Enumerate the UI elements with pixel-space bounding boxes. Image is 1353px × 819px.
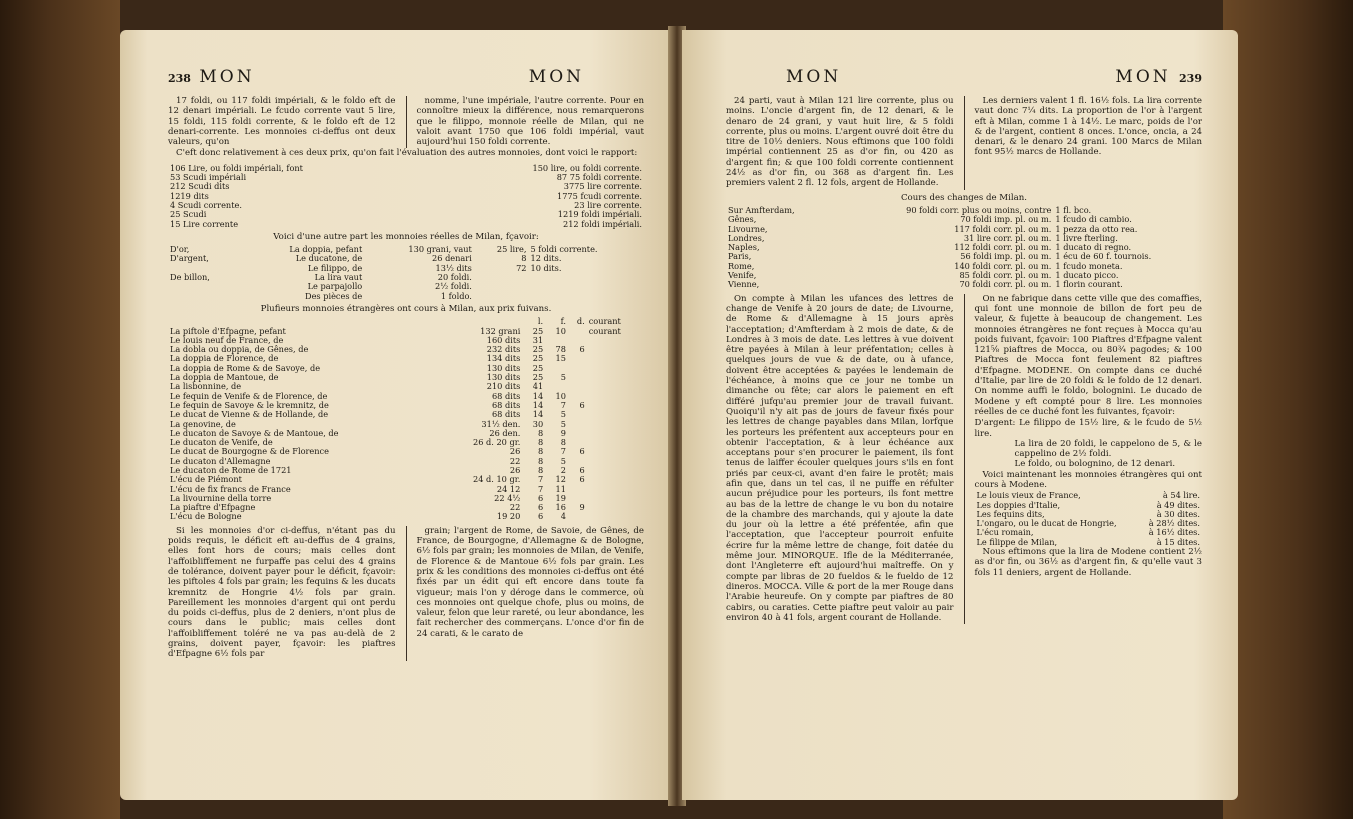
- etrangeres-row-cell: La piaftre d'Efpagne: [170, 503, 256, 513]
- etrangeres-row-cell: [587, 485, 644, 494]
- etrangeres-row-cell: 25: [532, 344, 544, 355]
- intro-col2: nomme, l'une impériale, l'autre corrente. Pour en connoître mieux la différence, nous remarquerons que le filippo, monnoie réelle de Milan, qui ne valoit avant 1750 que 106 foldi impérial, vaut aujourd'hui 150 foldi corrente.: [416, 96, 644, 148]
- reelles-row-cell: 20 foldi.: [437, 272, 472, 283]
- modene-row-cell: Les fequins dits,: [976, 509, 1045, 519]
- etrangeres-row: [168, 354, 644, 363]
- etrangeres-row-cell: [587, 354, 644, 363]
- reelles-row-cell: 2½ foldi.: [435, 281, 472, 292]
- etrangeres-row-cell: 41: [532, 381, 544, 392]
- etrangeres-row-cell: 19 20: [496, 511, 521, 522]
- changes-row-cell: 31 lire corr. pl. ou m.: [963, 232, 1052, 243]
- changes-title: Cours des changes de Milan.: [900, 192, 1027, 203]
- etrangeres-row: [168, 364, 644, 373]
- etrangeres-row: [168, 336, 644, 345]
- bottom-col2-left: grain; l'argent de Rome, de Savoie, de Gênes, de France, de Bourgogne, d'Allemagne & de Bologne, 6½ fols par grain; les monnoies de Milan, de Venife, de Florence & de Mantoue 6½ fols par grain. Les prix & les conditions des monnoies ci-deffus ont été fixés par un édit qui eft encore dans toute fa vigueur; mais l'on y déroge dans le commerce, où ces monnoies ont quelque chofe, plus ou moins, de valeur, felon que leur rareté, ou leur abondance, les fait rechercher des commerçans. L'once d'or fin de 24 carati, & le carato de: [416, 525, 644, 639]
- etrangeres-row-cell: [568, 382, 587, 391]
- etrangeres-row-cell: 6: [537, 511, 544, 522]
- modene-row-cell: à 49 dites.: [1156, 499, 1200, 510]
- left-head-word-2: MON: [528, 67, 584, 87]
- etrangeres-row-cell: 130 dits: [486, 362, 521, 373]
- etrangeres-row-cell: 26 den.: [489, 427, 521, 438]
- reelles-row-cell: Le parpajollo: [307, 281, 363, 292]
- rapport-row-cell: 150 lire, ou foldi corrente.: [532, 162, 642, 173]
- rapport-row-cell: 23 lire corrente.: [574, 199, 642, 210]
- rapport-row-cell: 3775 lire corrente.: [563, 181, 642, 192]
- etrangeres-row-cell: 130 dits: [486, 372, 521, 383]
- changes-row-cell: 1 pezza da otto rea.: [1055, 223, 1138, 234]
- right-page: [682, 30, 1238, 800]
- modene-row-cell: Le filippe de Milan,: [976, 537, 1058, 547]
- etrangeres-row-cell: 8: [537, 446, 544, 457]
- etrangeres-row: [168, 429, 644, 438]
- etrangeres-row-cell: [587, 475, 644, 484]
- dargent-line: Le foldo, ou bolognino, de 12 denari.: [1014, 459, 1176, 470]
- rapport-row-cell: 1775 fcudi corrente.: [557, 190, 642, 201]
- reelles-row-cell: 12 dits.: [530, 253, 562, 264]
- etrangeres-row: [168, 457, 644, 466]
- changes-row-cell: 1 fcudo di cambio.: [1055, 214, 1132, 225]
- etrangeres-row: [168, 382, 644, 391]
- reelles-row-cell: 1 foldo.: [440, 290, 472, 301]
- etrangeres-row: [168, 410, 644, 419]
- etrangeres-row-cell: 6: [537, 502, 544, 513]
- etrangeres-row-cell: La livournine della torre: [170, 493, 272, 503]
- etrangeres-row-cell: Le ducat de Vienne & de Hollande, de: [170, 410, 329, 420]
- reelles-row-cell: 72: [516, 262, 527, 273]
- changes-row-cell: 117 foldi corr. pl. ou m.: [954, 223, 1052, 234]
- etrangeres-row-cell: [587, 336, 644, 345]
- etrangeres-row-cell: [568, 364, 587, 373]
- etrangeres-row-cell: [568, 512, 587, 521]
- etrangeres-row-cell: 7: [560, 399, 566, 410]
- modene-row-cell: L'écu romain,: [976, 528, 1034, 538]
- etrangeres-row-cell: Le ducaton de Savoye & de Mantoue, de: [170, 428, 339, 438]
- reelles-row-cell: La doppia, pefant: [289, 244, 363, 255]
- etrangeres-row: [168, 438, 644, 447]
- etrangeres-row-cell: 12: [555, 474, 566, 485]
- changes-row-cell: Venife,: [728, 271, 757, 281]
- book-edge-right: [1223, 0, 1353, 819]
- etrangeres-row-cell: f.: [560, 316, 566, 327]
- reelles-row: [168, 273, 644, 282]
- etrangeres-row-cell: [587, 373, 644, 382]
- etrangeres-row-cell: 8: [537, 427, 544, 438]
- etrangeres-row-cell: [568, 354, 587, 363]
- changes-row-cell: 1 ducato di regno.: [1055, 242, 1132, 253]
- etrangeres-row-cell: La doppia de Rome & de Savoye, de: [170, 363, 321, 373]
- left-head-word-1: MON: [199, 67, 255, 87]
- etrangeres-row-cell: 30: [532, 418, 544, 429]
- etrangeres-row-cell: 22: [509, 455, 521, 466]
- reelles-row: [168, 292, 644, 301]
- reelles-row-cell: [474, 282, 529, 291]
- changes-row-cell: Vienne,: [728, 280, 760, 290]
- reelles-row-cell: D'or,: [170, 245, 190, 255]
- etrangeres-row-cell: 31: [532, 334, 544, 345]
- right-page-number: 239: [1179, 72, 1202, 85]
- changes-row-cell: Gênes,: [728, 215, 757, 225]
- etrangeres-row: [168, 317, 644, 326]
- etrangeres-row-cell: 14: [532, 399, 544, 410]
- reelles-row-cell: 5 foldi corrente.: [530, 244, 598, 255]
- reelles-row-cell: Des pièces de: [305, 290, 363, 301]
- etrangeres-row-cell: [587, 420, 644, 429]
- reelles-row-cell: [528, 282, 644, 291]
- changes-row-cell: Rome,: [728, 261, 755, 271]
- etrangeres-row-cell: [587, 392, 644, 401]
- modene-row-cell: Les doppies d'Italie,: [976, 500, 1061, 510]
- rapport-row-cell: 87 75 foldi corrente.: [556, 172, 642, 183]
- etrangeres-row-cell: 24 12: [496, 483, 521, 494]
- reelles-row-cell: Le ducatone, de: [295, 253, 363, 264]
- etrangeres-row-cell: 31½ den.: [481, 418, 521, 429]
- etrangeres-row-cell: [568, 429, 587, 438]
- dargent-line: D'argent: Le filippo de 15½ lire, & le fcudo de 5½ lire.: [974, 418, 1202, 439]
- changes-row: [726, 280, 1202, 289]
- modene-row-cell: à 30 dites.: [1156, 508, 1200, 519]
- etrangeres-row: [168, 512, 644, 521]
- etrangeres-row-cell: [587, 438, 644, 447]
- rapport-row-cell: 4 Scudi corrente.: [170, 200, 242, 210]
- rapport-row-cell: 1219 foldi impériali.: [557, 209, 642, 220]
- etrangeres-row-cell: L'écu de Piémont: [170, 475, 242, 485]
- etrangeres-row-cell: 6: [537, 492, 544, 503]
- right-top-col1: 24 parti, vaut à Milan 121 lire corrente, plus ou moins. L'oncie d'argent fin, de 12 denari, & le denaro de 24 grani, y vaut huit lire, & 5 foldi corrente, plus ou moins. L'argent ouvré doit être du titre de 10½ deniers. Nous eftimons que 100 foldi impérial contiennent 25 as d'or fin, ou 420 as d'argent fin; & que 100 foldi corrente contiennent 24½ as d'or fin, ou 368 as d'argent fin. Les premiers valent 2 fl. 12 fols, argent de Hollande.: [726, 96, 954, 189]
- rapport-row: [168, 220, 644, 229]
- etrangeres-row-cell: 14: [532, 409, 544, 420]
- reelles-row-cell: 26 denari: [432, 253, 472, 264]
- right-bottom-col1: On compte à Milan les ufances des lettres de change de Venife à 20 jours de date; de Livourne, de Rome & d'Allemagne à 15 jours après l'acceptation; d'Amfterdam à 2 mois de date, & de Londres à 3 mois de date. Les lettres à vue doivent être payées à Milan à leur préfentation; celles à quelques jours de vue & de date, ou à ufance, doivent être acceptées & payées le lendemain de l'échéance, à moins que ce jour ne tombe un dimanche ou fête; car alors le paiement en eft différé jufqu'au premier jour de travail fuivant. Quoiqu'il n'y ait pas de jours de faveur fixés pour les lettres de change payables dans Milan, lorfque les porteurs les préfentent aux accepteurs pour en obtenir l'acceptation, & à leur échéance aux acceptans pour s'en procurer le paiement, ils font tenus de laiffer écouler quelques jours s'ils en font priés par ceux-ci, avant d'en faire le protêt; mais afin que, dans un tel cas, il ne puiffe en réfulter aucun préjudice pour les porteurs, ils font mettre au bas de la lettre de change le vu bon du notaire de la chambre des marchands, qui y ajoute la date du jour où la lettre a été préfentée, afin que l'acceptation, que l'accepteur pourroit enfuite écrire fur la même lettre de change, foit datée du même jour. MINORQUE. Ifle de la Méditerranée, dont l'Angleterre eft aujourd'hui maîtreffe. On y compte par libras de 20 fueldos & le fueldo de 12 dineros. MOCCA. Ville & port de la mer Rouge dans l'Arabie heureufe. On y compte par piaftres de 80 cabirs, ou caraties. Cette piaftre peut valoir au pair environ 40 à 41 fols, argent courant de Hollande.: [726, 293, 954, 623]
- etrangeres-row-cell: 2: [560, 464, 566, 475]
- etrangeres-row-cell: 19: [555, 492, 566, 503]
- changes-row-cell: 70 foldi corr. pl. ou m.: [959, 279, 1052, 290]
- etrangeres-row-cell: 7: [537, 483, 544, 494]
- etrangeres-row-cell: 4: [560, 511, 566, 522]
- etrangeres-row-cell: 8: [560, 437, 566, 448]
- etrangeres-row-cell: [587, 345, 644, 354]
- reelles-row-cell: Le filippo, de: [307, 262, 363, 273]
- rapport-row-cell: 212 Scudi dits: [170, 182, 230, 192]
- right-top-col2: Les derniers valent 1 fl. 16½ fols. La lira corrente vaut donc 7¼ dits. La proportion de l'or à l'argent eft à Milan, comme 1 à 14½. Le marc, poids de l'or & de l'argent, contient 8 onces. L'once, oncia, a 24 denari, & le denaro 24 grani. 100 Marcs de Milan font 95½ marcs de Hollande.: [974, 96, 1202, 158]
- para-rapport: C'eft donc relativement à ces deux prix, qu'on fait l'évaluation des autres monnoies, dont voici le rapport:: [176, 148, 638, 159]
- etrangeres-row-cell: La lisbonnine, de: [170, 382, 242, 392]
- reelles-row-cell: 10 dits.: [530, 262, 562, 273]
- changes-row-cell: Paris,: [728, 252, 752, 262]
- changes-row-cell: Livourne,: [728, 224, 768, 234]
- reelles-row-cell: 25 lire,: [496, 244, 527, 255]
- etrangeres-row-cell: 6: [579, 474, 585, 485]
- changes-row-cell: 85 foldi corr. pl. ou m.: [959, 270, 1052, 281]
- etrangeres-row-cell: 68 dits: [491, 399, 521, 410]
- etrangeres-row-cell: [568, 373, 587, 382]
- reelles-row: [168, 254, 644, 263]
- intro-col1: 17 foldi, ou 117 foldi impériali, & le foldo eft de 12 denari impériali. Le fcudo corrente vaut 5 lire, 15 foldi, 115 foldi corrente, & le foldo eft de 12 denari-corrente. Les monnoies ci-deffus ont deux valeurs, qu'on: [168, 96, 396, 148]
- etrangeres-row: [168, 475, 644, 484]
- etrangeres-row: [168, 373, 644, 382]
- etrangeres-row-cell: 8: [537, 437, 544, 448]
- etrangeres-row-cell: L'écu de Bologne: [170, 512, 242, 522]
- etrangeres-row-cell: Le ducaton de Rome de 1721: [170, 465, 292, 475]
- etrangeres-row: [168, 345, 644, 354]
- rapport-row-cell: 212 foldi impériali.: [563, 218, 642, 229]
- etrangeres-row: [168, 447, 644, 456]
- etrangeres-row-cell: La doppia de Mantoue, de: [170, 373, 279, 383]
- rapport-row-cell: 53 Scudi impériali: [170, 173, 247, 183]
- right-head-word-1: MON: [786, 67, 842, 87]
- etrangeres-row: [168, 485, 644, 494]
- etrangeres-row-cell: [587, 494, 644, 503]
- etrangeres-row-cell: Le ducaton de Venife, de: [170, 438, 273, 448]
- etrangeres-row-cell: 5: [560, 409, 566, 420]
- etrangeres-row-cell: [587, 466, 644, 475]
- etrangeres-row-cell: [568, 485, 587, 494]
- reelles-intro: Voici d'une autre part les monnoies réelles de Milan, fçavoir:: [273, 231, 539, 242]
- etrangeres-row: [168, 327, 644, 336]
- etrangeres-row-cell: La doppia de Florence, de: [170, 354, 279, 364]
- etrangeres-row-cell: 11: [555, 483, 566, 494]
- etrangeres-row-cell: 24 d. 10 gr.: [472, 474, 521, 485]
- etrangeres-row-cell: 78: [555, 344, 566, 355]
- etrangeres-row-cell: 10: [555, 325, 566, 336]
- etrangeres-row-cell: 6: [579, 464, 585, 475]
- reelles-row-cell: D'argent,: [170, 254, 209, 264]
- etrangeres-row: [168, 466, 644, 475]
- etrangeres-row-cell: 6: [579, 399, 585, 410]
- etrangeres-row: [168, 392, 644, 401]
- etrangeres-table: [168, 317, 644, 522]
- etrangeres-row-cell: [568, 410, 587, 419]
- etrangeres-row-cell: 26: [509, 446, 521, 457]
- right-bottom-col2-a: On ne fabrique dans cette ville que des comaffies, qui font une monnoie de billon de fort peu de valeur, & fujette à beaucoup de changement. Les monnoies étrangères ne font reçues à Mocca qu'au poids fuivant, fçavoir: 100 Piaftres d'Efpagne valent 121⅝ piaftres de Mocca, ou 80¾ pagodes; & 100 Piaftres de Mocca font feulement 82 piaftres d'Efpagne. MODENE. On compte dans ce duché d'Italie, par lire de 20 foldi & le foldo de 12 denari. On nomme auffi le foldo, bolognini. Le ducado de Modene y eft compté pour 8 lire. Les monnoies réelles de ce duché font les fuivantes, fçavoir:: [974, 293, 1202, 417]
- modene-intro: Voici maintenant les monnoies étrangères qui ont cours à Modene.: [974, 469, 1202, 490]
- changes-row-cell: 1 fl. bco.: [1055, 204, 1092, 215]
- etrangeres-row-cell: 5: [560, 372, 566, 383]
- etrangeres-row-cell: La piftole d'Efpagne, pefant: [170, 326, 286, 336]
- etrangeres-row-cell: 8: [537, 464, 544, 475]
- reelles-row: [168, 282, 644, 291]
- etrangeres-row-cell: [587, 503, 644, 512]
- etrangeres-row-cell: Le ducat de Bourgogne & de Florence: [170, 447, 329, 457]
- rapport-row-cell: 25 Scudi: [170, 210, 207, 220]
- reelles-row: [168, 245, 644, 254]
- etrangeres-row-cell: 26: [509, 464, 521, 475]
- modene-row-cell: à 28½ dites.: [1148, 518, 1200, 529]
- left-running-head: [168, 67, 644, 92]
- etrangeres-row-cell: Le ducaton d'Allemagne: [170, 456, 271, 466]
- etrangeres-row-cell: 26 d. 20 gr.: [472, 437, 521, 448]
- etrangeres-row-cell: 6: [579, 344, 585, 355]
- etrangeres-row-cell: La dobla ou doppia, de Gênes, de: [170, 345, 309, 355]
- etrangeres-row-cell: 232 dits: [486, 344, 521, 355]
- etrangeres-row-cell: Le fequin de Venife & de Florence, de: [170, 391, 328, 401]
- reelles-row-cell: 8: [521, 253, 527, 264]
- etrangeres-row-cell: 210 dits: [486, 381, 521, 392]
- etrangeres-row-cell: [587, 410, 644, 419]
- etrangeres-row: [168, 494, 644, 503]
- etrangeres-row-cell: 14: [532, 390, 544, 401]
- etrangeres-row-cell: Le louis neuf de France, de: [170, 335, 284, 345]
- etrangeres-row-cell: 68 dits: [491, 390, 521, 401]
- etrangeres-row-cell: 22: [509, 502, 521, 513]
- changes-row-cell: 1 livre fterling.: [1055, 232, 1118, 243]
- right-bottom-col2-b: Nous eftimons que la lira de Modene contient 2½ as d'or fin, ou 36½ as d'argent fin, & qu'elle vaut 3 fols 11 deniers, argent de Hollande.: [974, 547, 1202, 578]
- modene-row-cell: à 16½ dites.: [1148, 527, 1200, 538]
- reelles-row-cell: La lira vaut: [314, 272, 363, 283]
- rapport-row-cell: 106 Lire, ou foldi impériali, font: [170, 163, 303, 173]
- changes-table: [726, 206, 1202, 290]
- etrangeres-row-cell: La genovine, de: [170, 419, 236, 429]
- changes-row-cell: Londres,: [728, 233, 765, 243]
- etrangeres-row-cell: 25: [532, 372, 544, 383]
- reelles-row-cell: [528, 273, 644, 282]
- changes-row-cell: 112 foldi corr. pl. ou m.: [954, 242, 1052, 253]
- bottom-col1-left: Si les monnoies d'or ci-deffus, n'étant pas du poids requis, le déficit eft au-deffus de 4 grains, elles font hors de cours; mais celles dont l'affoibliffement ne furpaffe pas celui des 4 grains de tolérance, doivent payer pour le déficit, fçavoir: les piftoles 4 fols par grain; les fequins & les ducats kremnitz de Hongrie 4½ fols par grain. Pareillement les monnoies d'argent qui ont perdu du poids ci-deffus, plus de 2 deniers, n'ont plus de cours dans le public; mais celles dont l'affoibliffement toléré ne va pas au-delà de 2 grains, doivent payer, fçavoir: les piaftres d'Efpagne 6½ fols par: [168, 525, 396, 660]
- etrangeres-row-cell: 16: [555, 502, 566, 513]
- etrangeres-row-cell: 132 grani: [480, 325, 521, 336]
- etrangeres-row-cell: 8: [537, 455, 544, 466]
- etrangeres-row-cell: [587, 364, 644, 373]
- modene-row-cell: à 15 dites.: [1156, 536, 1200, 547]
- etrangeres-row-cell: 7: [560, 446, 566, 457]
- etrangeres-row-cell: 7: [537, 474, 544, 485]
- reelles-row-cell: [168, 282, 239, 291]
- etrangeres-row-cell: 15: [555, 353, 566, 364]
- reelles-row-cell: 130 grani, vaut: [408, 244, 472, 255]
- modene-row: [975, 538, 1203, 547]
- etrangeres-row-cell: [568, 327, 587, 336]
- changes-row-cell: 1 ducato picco.: [1055, 270, 1119, 281]
- etrangeres-row-cell: 160 dits: [486, 334, 521, 345]
- etrangeres-row-cell: 10: [555, 390, 566, 401]
- rapport-table: [168, 164, 644, 229]
- etrangeres-row-cell: 9: [560, 427, 566, 438]
- etrangeres-row: [168, 401, 644, 410]
- etrangeres-row-cell: [587, 457, 644, 466]
- etrangeres-row-cell: [168, 317, 441, 326]
- reelles-row-cell: [168, 292, 239, 301]
- etrangeres-row-cell: [587, 447, 644, 456]
- etrangeres-row: [168, 503, 644, 512]
- right-running-head: [726, 67, 1202, 92]
- etrangeres-row-cell: [587, 382, 644, 391]
- etrangeres-row-cell: [587, 512, 644, 521]
- rapport-row-cell: 1219 dits: [170, 191, 209, 201]
- etrangeres-row-cell: 68 dits: [491, 409, 521, 420]
- etrangeres-row-cell: 9: [579, 502, 585, 513]
- etrangeres-row-cell: courant: [588, 316, 621, 327]
- changes-row-cell: 56 foldi imp. pl. ou m.: [960, 251, 1052, 262]
- etrangeres-row-cell: d.: [576, 316, 585, 327]
- reelles-table: [168, 245, 644, 301]
- book-edge-left: [0, 0, 120, 819]
- etrangeres-row: [168, 420, 644, 429]
- changes-row-cell: Naples,: [728, 243, 760, 253]
- etrangeres-row-cell: l.: [537, 316, 544, 327]
- etrangeres-row-cell: L'écu de fix francs de France: [170, 484, 291, 494]
- etrangeres-intro: Plufieurs monnoies étrangères ont cours à Milan, aux prix fuivans.: [260, 303, 552, 314]
- etrangeres-row-cell: courant: [588, 325, 621, 336]
- etrangeres-row-cell: 22 4½: [494, 492, 521, 503]
- etrangeres-row-cell: 134 dits: [486, 353, 521, 364]
- dargent-block: [975, 418, 1203, 469]
- reelles-row: [168, 264, 644, 273]
- right-head-word-2: MON: [1115, 67, 1171, 87]
- etrangeres-row-cell: 5: [560, 455, 566, 466]
- changes-row-cell: 90 foldi corr. plus ou moins, contre: [906, 204, 1052, 215]
- changes-row-cell: 1 écu de 60 f. tournois.: [1055, 251, 1152, 262]
- modene-table: [975, 491, 1203, 547]
- changes-row-cell: 1 florin courant.: [1055, 279, 1123, 290]
- reelles-row-cell: [168, 264, 239, 273]
- modene-row-cell: à 54 lire.: [1162, 490, 1200, 501]
- reelles-row-cell: De billon,: [170, 273, 210, 283]
- rapport-row-cell: 15 Lire corrente: [170, 219, 239, 229]
- dargent-line: La lira de 20 foldi, le cappelono de 5, & le cappelino de 2½ foldi.: [1014, 438, 1202, 460]
- left-page: [120, 30, 672, 800]
- changes-row-cell: Sur Amfterdam,: [728, 205, 795, 215]
- reelles-row-cell: [474, 273, 529, 282]
- reelles-row-cell: [474, 292, 529, 301]
- etrangeres-row-cell: [568, 420, 587, 429]
- etrangeres-row-cell: [587, 429, 644, 438]
- etrangeres-row-cell: 5: [560, 418, 566, 429]
- etrangeres-row-cell: Le fequin de Savoye & le kremnitz, de: [170, 400, 329, 410]
- changes-row-cell: 70 foldi imp. pl. ou m.: [960, 214, 1052, 225]
- etrangeres-row-cell: 25: [532, 325, 544, 336]
- reelles-row-cell: 13½ dits: [435, 262, 472, 273]
- modene-row-cell: L'ongaro, ou le ducat de Hongrie,: [976, 519, 1117, 529]
- reelles-row-cell: [528, 292, 644, 301]
- rapport-row: [168, 192, 644, 201]
- etrangeres-row-cell: 6: [579, 446, 585, 457]
- etrangeres-row-cell: 25: [532, 362, 544, 373]
- changes-row-cell: 1 fcudo moneta.: [1055, 260, 1123, 271]
- etrangeres-row-cell: 25: [532, 353, 544, 364]
- changes-row-cell: 140 foldi corr. pl. ou m.: [954, 260, 1052, 271]
- modene-row-cell: Le louis vieux de France,: [976, 491, 1081, 501]
- left-page-number: 238: [168, 72, 191, 85]
- etrangeres-row-cell: [587, 401, 644, 410]
